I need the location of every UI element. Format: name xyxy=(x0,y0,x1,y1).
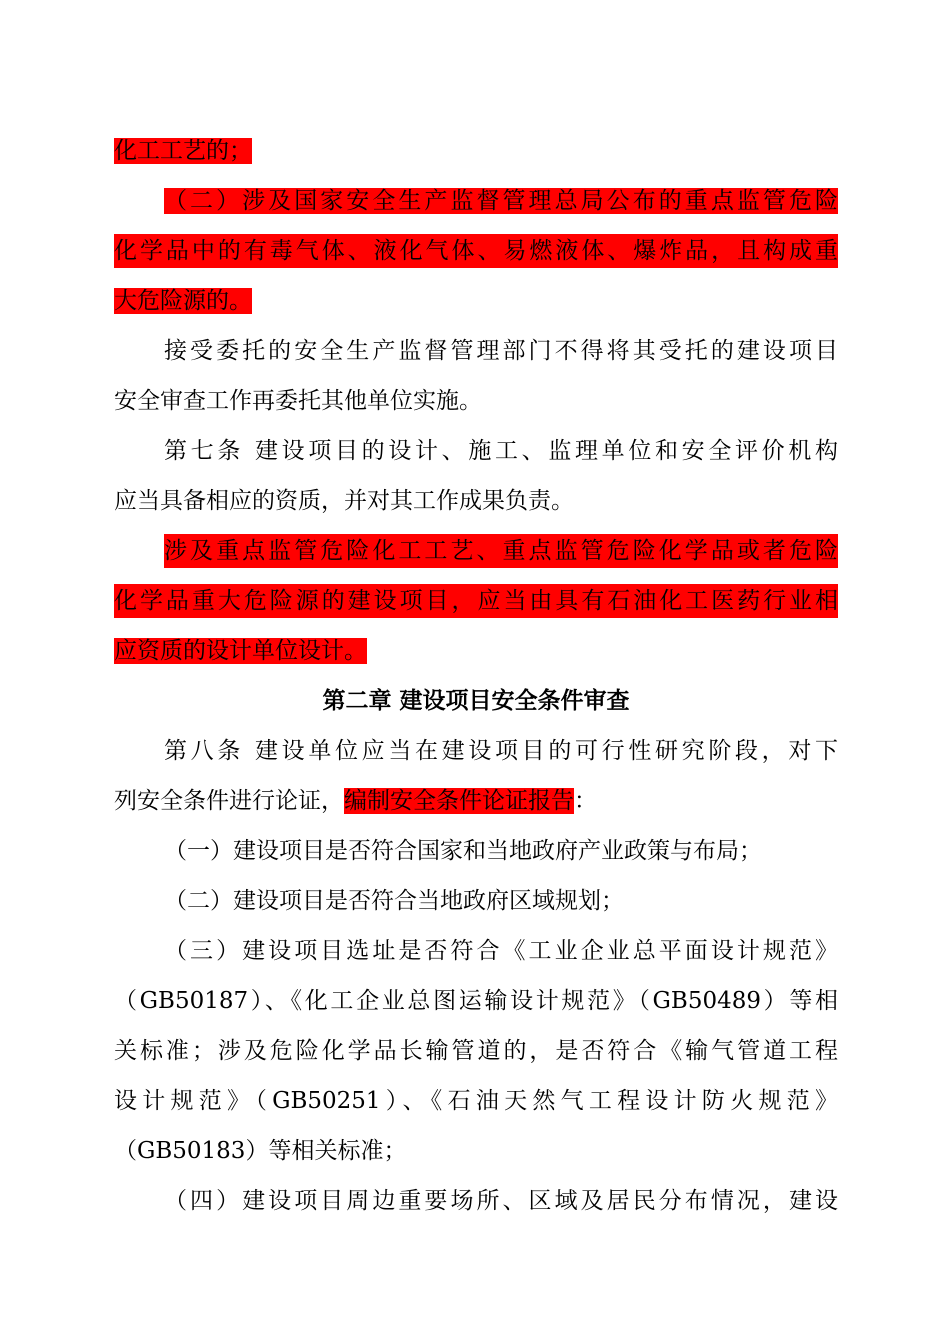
text-line-15: （一）建设项目是否符合国家和当地政府产业政策与布局； xyxy=(164,838,762,864)
highlighted-text: 编制安全条件论证报告 xyxy=(344,788,574,814)
text-line-21: （GB50183）等相关标准； xyxy=(114,1138,407,1164)
text-line-11 xyxy=(114,634,838,668)
text-line-17: （三）建设项目选址是否符合《工业企业总平面设计规范》 xyxy=(164,938,838,964)
text-line-7: 第七条 建设项目的设计、施工、监理单位和安全评价机构 xyxy=(164,438,838,464)
text-line-6: 安全审查工作再委托其他单位实施。 xyxy=(114,388,482,414)
highlighted-text: （二）涉及国家安全生产监督管理总局公布的重点监管危险 xyxy=(164,188,838,214)
chapter-heading: 第二章 建设项目安全条件审查 xyxy=(322,687,630,714)
text-line-19: 关标准；涉及危险化学品长输管道的，是否符合《输气管道工程 xyxy=(114,1038,838,1064)
text-line-4 xyxy=(114,284,838,318)
text-line-9: 涉及重点监管危险化工工艺、重点监管危险化学品或者危险 xyxy=(164,534,838,568)
text-line-13: 第八条 建设单位应当在建设项目的可行性研究阶段，对下 xyxy=(164,738,838,764)
text-line-1 xyxy=(114,134,838,168)
highlighted-text: 大危险源的。 xyxy=(114,288,252,314)
text-line-22: （四）建设项目周边重要场所、区域及居民分布情况，建设 xyxy=(164,1188,838,1214)
text-line-20: 设计规范》（GB50251）、《石油天然气工程设计防火规范》 xyxy=(114,1088,838,1114)
text-line-5: 接受委托的安全生产监督管理部门不得将其受托的建设项目 xyxy=(164,338,838,364)
highlighted-text: 应资质的设计单位设计。 xyxy=(114,638,367,664)
text-line-8: 应当具备相应的资质，并对其工作成果负责。 xyxy=(114,488,574,514)
highlighted-text: 化工工艺的； xyxy=(114,138,252,164)
text-line-10: 化学品重大危险源的建设项目，应当由具有石油化工医药行业相 xyxy=(114,584,838,618)
text-line-2 xyxy=(164,184,838,218)
plain-text: 列安全条件进行论证， xyxy=(114,788,344,814)
plain-text: ： xyxy=(574,788,597,814)
text-line-16: （二）建设项目是否符合当地政府区域规划； xyxy=(164,888,624,914)
text-line-3: 化学品中的有毒气体、液化气体、易燃液体、爆炸品，且构成重 xyxy=(114,234,838,268)
text-line-14 xyxy=(114,784,838,818)
text-line-18: （GB50187）、《化工企业总图运输设计规范》（GB50489）等相 xyxy=(114,988,838,1014)
